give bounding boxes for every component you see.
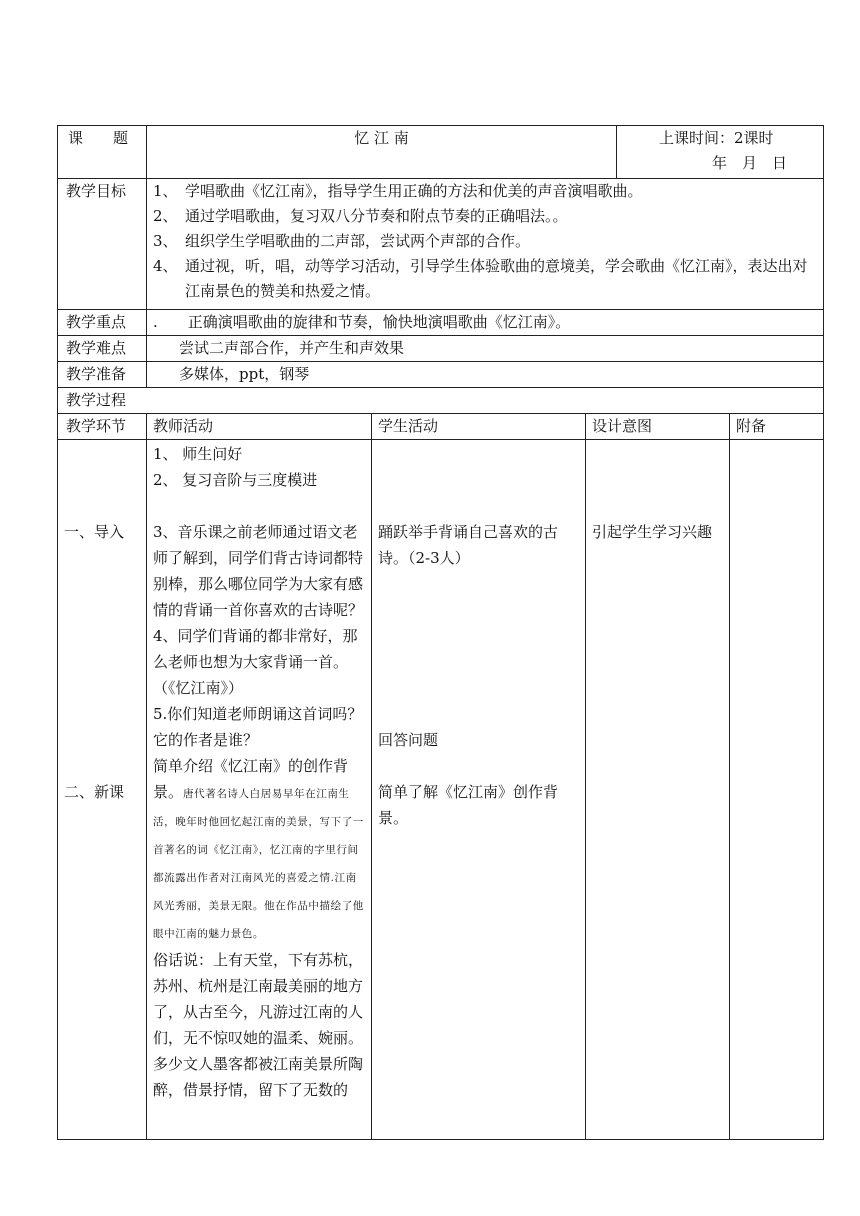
- teacher-step-5: 5.你们知道老师朗诵这首词吗？它的作者是谁？: [153, 705, 363, 749]
- key-points-label: 教学重点: [58, 310, 147, 336]
- goals-cell: [147, 179, 824, 310]
- teacher-step-1: 1、 师生问好: [153, 445, 243, 463]
- section-intro: 一、导入: [64, 523, 125, 541]
- difficulties-text: 尝试二声部合作，并产生和声效果: [147, 336, 824, 362]
- teacher-step-4: 4、同学们背诵的都非常好，那么老师也想为大家背诵一首。（《忆江南》）: [153, 627, 358, 697]
- preparation-text: 多媒体，ppt，钢琴: [147, 362, 824, 388]
- difficulties-row: [58, 336, 824, 362]
- goal-item: 1、 学唱歌曲《忆江南》，指导学生用正确的方法和优美的声音演唱歌曲。: [153, 182, 643, 200]
- date-line: 年 月 日: [712, 154, 788, 172]
- key-points-row: [58, 310, 824, 336]
- goals-row: [58, 179, 824, 310]
- teacher-background: [153, 753, 365, 947]
- lesson-plan-sheet: [57, 125, 823, 1140]
- student-activity-3: 简单了解《忆江南》创作背景。: [378, 783, 559, 827]
- process-row: [58, 388, 824, 414]
- key-points-text: . 正确演唱歌曲的旋律和节奏，愉快地演唱歌曲《忆江南》。: [147, 310, 824, 336]
- preparation-row: [58, 362, 824, 388]
- class-time-cell: [617, 126, 824, 179]
- goal-item: 4、 通过视，听，唱，动等学习活动，引导学生体验歌曲的意境美，学会歌曲《忆江南》，表达出对江南景色的赞美和热爱之情。: [153, 257, 808, 300]
- lesson-plan-table: [57, 125, 824, 1140]
- lesson-title: 忆 江 南: [147, 126, 617, 179]
- teacher-step-7: 俗话说：上有天堂，下有苏杭，苏州、杭州是江南最美丽的地方了，从古至今，凡游过江南的人们，无不惊叹她的温柔、婉丽。多少文人墨客都被江南美景所陶醉，借景抒情，留下了无数的: [153, 951, 364, 1099]
- stage-cell: [58, 440, 147, 1140]
- goals-label: 教学目标: [58, 179, 147, 310]
- goal-item: 3、 组织学生学唱歌曲的二声部，尝试两个声部的合作。: [153, 232, 531, 250]
- background-intro: 简单介绍《忆江南》的创作背景。: [153, 757, 349, 801]
- preparation-label: 教学准备: [58, 362, 147, 388]
- col-stage: 教学环节: [58, 414, 147, 440]
- goal-item: 2、 通过学唱歌曲，复习双八分节奏和附点节奏的正确唱法。。: [153, 207, 568, 225]
- notes-cell: [730, 440, 824, 1140]
- header-row: [58, 126, 824, 179]
- topic-label: 课 题: [58, 126, 147, 179]
- design-intent-1: 引起学生学习兴趣: [592, 523, 713, 541]
- student-activity-1: 踊跃举手背诵自己喜欢的古诗。（2-3人）: [378, 523, 559, 567]
- design-intent-cell: [586, 440, 730, 1140]
- teacher-activity-cell: [147, 440, 372, 1140]
- col-design: 设计意图: [586, 414, 730, 440]
- teacher-step-3: 3、音乐课之前老师通过语文老师了解到，同学们背古诗词都特别棒，那么哪位同学为大家有感情的背诵一首你喜欢的古诗呢？: [153, 523, 364, 619]
- process-body-row: [58, 440, 824, 1140]
- student-activity-cell: [372, 440, 586, 1140]
- process-label: 教学过程: [58, 388, 824, 414]
- col-teacher: 教师活动: [147, 414, 372, 440]
- col-notes: 附备: [730, 414, 824, 440]
- difficulties-label: 教学难点: [58, 336, 147, 362]
- process-header-row: [58, 414, 824, 440]
- col-student: 学生活动: [372, 414, 586, 440]
- section-new: 二、新课: [64, 783, 125, 801]
- background-detail: 唐代著名诗人白居易早年在江南生活，晚年时他回忆起江南的美景，写下了一首著名的词《忆江南》，忆江南的字里行间都流露出作者对江南风光的喜爱之情.江南风光秀丽，美景无限。他在作品中描绘了他眼中江南的魅力景色。: [153, 788, 364, 940]
- teacher-step-2: 2、 复习音阶与三度模进: [153, 471, 318, 489]
- student-activity-2: 回答问题: [378, 731, 439, 749]
- class-time: 上课时间：2课时: [659, 129, 774, 147]
